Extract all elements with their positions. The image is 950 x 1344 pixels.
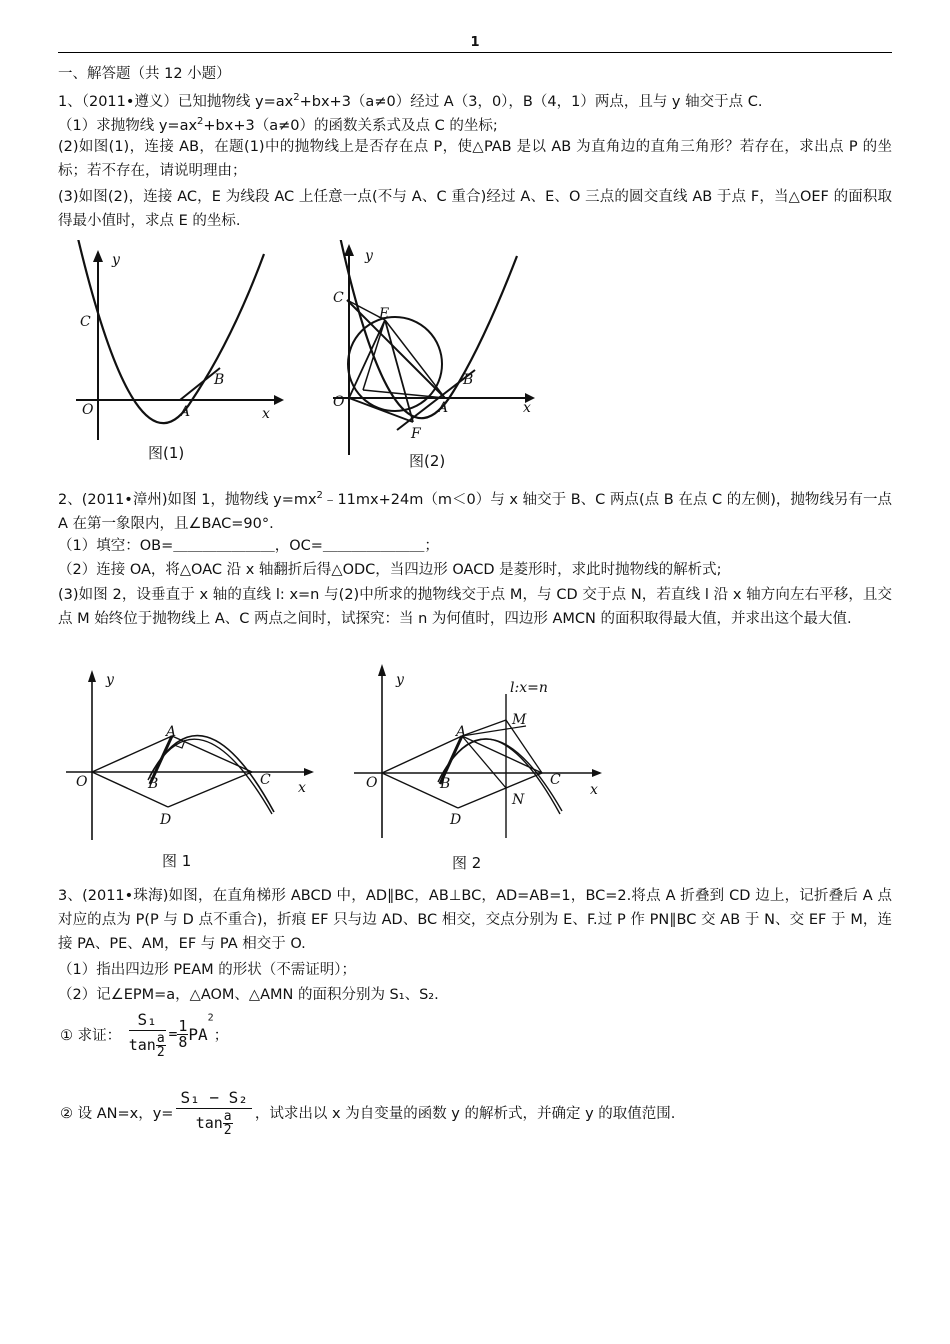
- q2-stem-sup: 2: [316, 490, 323, 501]
- q1f1-c-label: C: [80, 314, 91, 330]
- q3-c1-end: ；: [213, 1028, 229, 1044]
- q1f1-a-label: A: [180, 404, 191, 420]
- q3-c1-eq: =: [168, 1026, 178, 1043]
- q3-c2-den-tan: tan: [195, 1114, 223, 1132]
- q3-c2-label: ② 设 AN=x，y=: [60, 1106, 174, 1122]
- q3-c2-fraction: [176, 1088, 251, 1137]
- q1f2-caption: 图(2): [409, 452, 446, 470]
- q1f2-e-label: E: [379, 306, 390, 322]
- q3-c1-pa: PA: [188, 1025, 208, 1044]
- q3-c1-label: ① 求证：: [60, 1028, 122, 1044]
- section-title: 一、解答题（共 12 小题）: [58, 66, 231, 82]
- q2f2-x-label: x: [590, 782, 598, 798]
- q2f2-m-label: M: [512, 712, 527, 728]
- q2f2-d-label: D: [450, 812, 462, 828]
- q1-part1-post: +bx+3（a≠0）的函数关系式及点 C 的坐标;: [203, 117, 498, 134]
- q2f1-d-label: D: [160, 812, 172, 828]
- q3-c1-den-a: a: [156, 1031, 165, 1046]
- q1f1-y-label: y: [112, 252, 120, 268]
- header-rule: [58, 52, 892, 53]
- q1f2-c-label: C: [333, 290, 344, 306]
- q1-part2: (2)如图(1)，连接 AB，在题(1)中的抛物线上是否存在点 P，使△PAB 是以 AB 为直角边的直角三角形？若存在，求出点 P 的坐标；若不存在，请说明理由；: [58, 139, 892, 179]
- q2f1-y-label: y: [106, 672, 114, 688]
- q2f2-a-label: A: [456, 724, 467, 740]
- q2f1-x-label: x: [298, 780, 306, 796]
- q2-figure-1: [62, 664, 322, 878]
- q3-part1: （1）指出四边形 PEAM 的形状（不需证明）；: [58, 962, 357, 978]
- q1f2-b-label: B: [463, 372, 474, 388]
- page-number: 1: [470, 35, 480, 50]
- q1f2-x-label: x: [523, 400, 531, 416]
- q3-c1-rhs-d: 8: [178, 1033, 188, 1051]
- q1f1-b-label: B: [214, 372, 225, 388]
- q2f1-o-label: O: [76, 774, 88, 790]
- q1-stem-sup: 2: [293, 92, 300, 103]
- q2f2-n-label: N: [512, 792, 525, 808]
- q1-figure-2: [325, 240, 555, 472]
- q3-c1-fraction: [129, 1010, 166, 1059]
- q1-part1-sup: 2: [197, 116, 204, 127]
- q3-c1-den-frac: [156, 1032, 166, 1059]
- q2f1-c-label: C: [260, 772, 271, 788]
- q2-stem-post: ﹣11mx+24m（m＜0）与 x 轴交于 B、C 两点(点 B 在点 C 的左侧)，抛物线另有一点 A 在第一象限内，且∠BAC=90°.: [58, 491, 892, 532]
- q3-c1-rhs-n: 1: [178, 1017, 188, 1035]
- q3-c1-sq: 2: [207, 1012, 214, 1024]
- q2f2-caption: 图 2: [452, 854, 482, 872]
- q1-part1-pre: （1）求抛物线 y=ax: [58, 117, 198, 134]
- q3-c2-den-2: 2: [223, 1123, 232, 1138]
- q1-part1: [58, 110, 892, 138]
- q1f1-x-label: x: [262, 406, 270, 422]
- q1f2-a-label: A: [438, 400, 449, 416]
- q1-figure-1: [62, 240, 292, 470]
- q3-c2-den-a: a: [223, 1109, 232, 1124]
- q3-formula-1: [60, 1010, 228, 1059]
- q3-c1-den-2: 2: [156, 1045, 165, 1060]
- q1f2-o-label: O: [333, 394, 345, 410]
- q2-part2: （2）连接 OA，将△OAC 沿 x 轴翻折后得△ODC，当四边形 OACD 是菱形时，求此时抛物线的解析式;: [58, 562, 722, 578]
- q3-c2-den: [176, 1109, 251, 1137]
- q1-stem-pre: 1、（2011•遵义）已知抛物线 y=ax: [58, 93, 294, 110]
- q2f2-y-label: y: [396, 672, 404, 688]
- q3-c2-end: ，试求出以 x 为自变量的函数 y 的解析式，并确定 y 的取值范围.: [254, 1106, 676, 1122]
- q2-stem-pre: 2、(2011•漳州)如图 1，抛物线 y=mx: [58, 491, 317, 508]
- q3-c2-num: S₁ − S₂: [176, 1088, 251, 1109]
- q3-c1-den-tan: tan: [128, 1036, 156, 1054]
- q2-figure-2: [350, 656, 612, 878]
- q3-part2: （2）记∠EPM=a，△AOM、△AMN 的面积分别为 S₁、S₂.: [58, 987, 439, 1003]
- q2-part1: （1）填空：OB=＿＿＿＿＿＿＿，OC=＿＿＿＿＿＿＿；: [58, 538, 439, 554]
- q3-stem: 3、(2011•珠海)如图，在直角梯形 ABCD 中，AD∥BC，AB⊥BC，AD=AB=1，BC=2.将点 A 折叠到 CD 边上，记折叠后 A 点对应的点为 P(P 与 D 点不重合)，折痕 EF 只与边 AD、BC 相交，交点分别为 E、F.过 P 作 PN∥BC 交 AB 于 N、交 EF 于 M，连接 PA、PE、AM，EF 与 PA 相交于 O.: [58, 888, 892, 952]
- q2f1-a-label: A: [166, 724, 177, 740]
- q1-part3: (3)如图(2)，连接 AC，E 为线段 AC 上任意一点(不与 A、C 重合)经过 A、E、O 三点的圆交直线 AB 于点 F，当△OEF 的面积取得最小值时，求点 E 的坐标.: [58, 189, 892, 229]
- q3-formula-2: [60, 1088, 675, 1137]
- q1f2-y-label: y: [365, 248, 373, 264]
- q2f2-b-label: B: [440, 776, 451, 792]
- q1f2-f-label: F: [411, 426, 421, 442]
- q2f2-c-label: C: [550, 772, 561, 788]
- q2-stem: [58, 484, 892, 536]
- q3-c1-num: S₁: [129, 1010, 166, 1031]
- q3-c2-den-frac: [223, 1110, 233, 1137]
- q2f1-caption: 图 1: [162, 852, 192, 870]
- q1-stem-post: +bx+3（a≠0）经过 A（3，0），B（4，1）两点，且与 y 轴交于点 C.: [299, 93, 763, 110]
- q1f1-caption: 图(1): [148, 444, 185, 462]
- q2f2-o-label: O: [366, 775, 378, 791]
- q3-c1-rhs-frac: [177, 1019, 188, 1050]
- q2-part3: (3)如图 2，设垂直于 x 轴的直线 l: x=n 与(2)中所求的抛物线交于点 M，与 CD 交于点 N，若直线 l 沿 x 轴方向左右平移，且交点 M 始终位于抛物线上 A、C 两点之间时，试探究：当 n 为何值时，四边形 AMCN 的面积取得最大值，并求出这个最大值.: [58, 587, 892, 627]
- q3-c1-den: [129, 1031, 166, 1059]
- q2f1-b-label: B: [148, 776, 159, 792]
- q2f2-line-label: l:x=n: [510, 680, 548, 696]
- q1f1-o-label: O: [82, 402, 94, 418]
